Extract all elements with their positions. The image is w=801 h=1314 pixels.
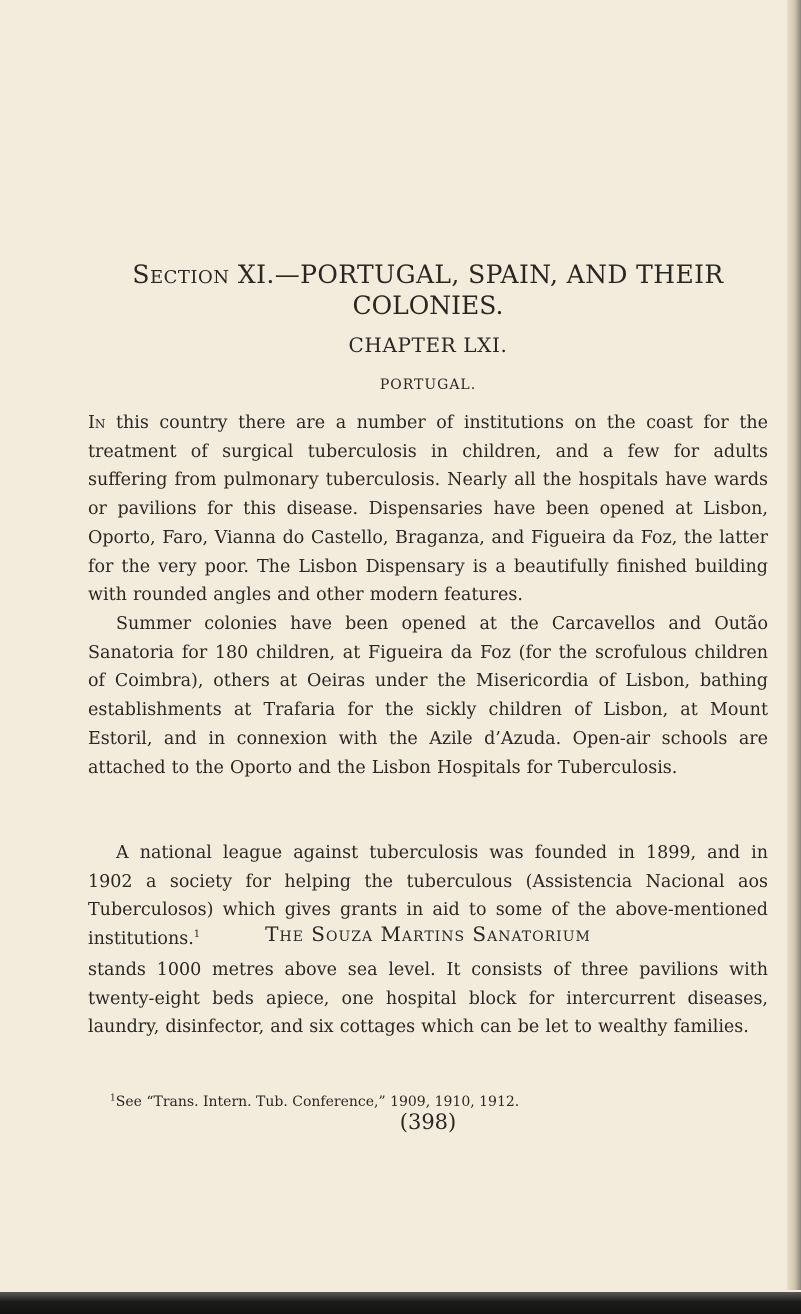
paragraph-summer-colonies: Summer colonies have been opened at the Carcavellos and Outão Sanatoria for 180 children, at Figueira da Foz (for the scrofulous children of Coimbra), others at Oeiras under the Misericordia of Lisbon, bathing establishments at Trafaria for the sickly children of Lisbon, at Mount Estoril, and in connexion with the Azile d’Azuda. Open-air schools are attached to the Oporto and the Lisbon Hospitals for Tuberculosis. [88, 614, 768, 778]
footnote-text: See “Trans. Intern. Tub. Conference,” 1909, 1910, 1912. [115, 1094, 520, 1110]
page-edge [787, 0, 801, 1290]
page-bottom-edge [0, 1292, 801, 1314]
paragraph-lead-word: In [88, 413, 106, 433]
footnote-mark: 1 [110, 1093, 116, 1104]
paragraph-intro [88, 409, 768, 610]
footnote-reference: 1 [193, 929, 201, 941]
paragraph-intro-text: this country there are a number of institutions on the coast for the treatment of surgical tuberculosis in children, and a few for adults suffering from pulmonary tuberculosis. Nearly all the hospitals have wards or pavilions for this disease. Dispensaries have been opened at Lisbon, Oporto, Faro, Vianna do Castello, Braganza, and Figueira da Foz, the latter for the very poor. The Lisbon Dispensary is a beautifully finished building with rounded angles and other modern features. [88, 413, 768, 606]
sanatorium-heading: The Souza Martins Sanatorium [265, 922, 591, 946]
paragraph-national-league-text: A national league against tuberculosis was founded in 1899, and in 1902 a society for helping the tuberculous (Assistencia Nacional aos Tuberculosos) which gives grants in aid to some of the above-mentioned institutions. [88, 843, 768, 950]
section-label: Section [132, 260, 230, 289]
chapter-title: CHAPTER LXI. [348, 333, 508, 357]
section-title-continuation: COLONIES. [352, 291, 504, 320]
paragraph-sanatorium: stands 1000 metres above sea level. It consists of three pavilions with twenty-eight beds apiece, one hospital block for intercurrent diseases, laundry, disinfector, and six cottages which can be let to wealthy families. [88, 960, 768, 1038]
page-number: (398) [399, 1110, 457, 1134]
section-title-text: XI.—PORTUGAL, SPAIN, AND THEIR [229, 260, 724, 289]
footnote [110, 1093, 760, 1111]
chapter-subject: PORTUGAL. [379, 377, 477, 393]
section-title [88, 258, 768, 291]
section-header [88, 258, 768, 321]
